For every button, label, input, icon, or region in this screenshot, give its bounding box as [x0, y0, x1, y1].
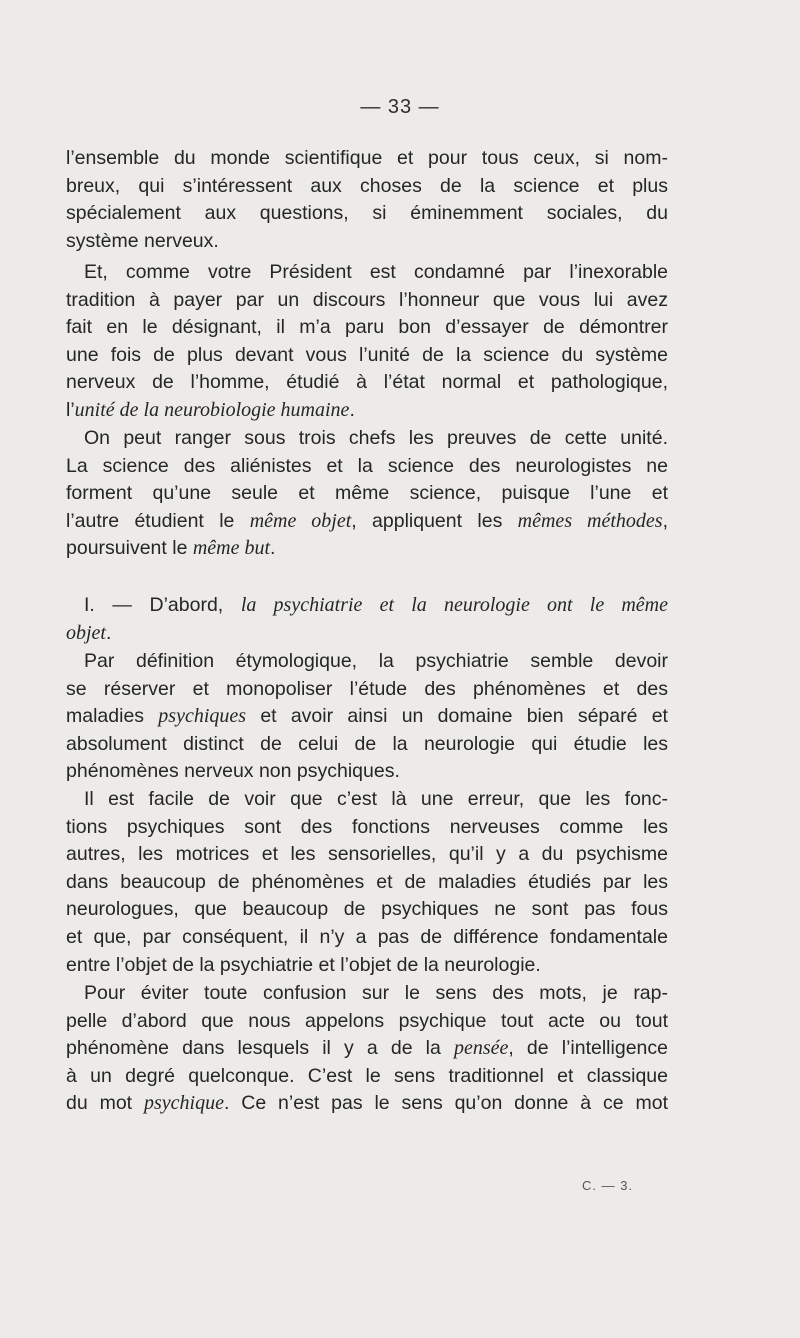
- italic-phrase: objet: [66, 621, 106, 644]
- text-line: phénomènes nerveux non psychiques.: [66, 760, 400, 783]
- italic-phrase: la psychiatrie et la neurologie ont le même: [240, 594, 669, 616]
- text-line: l’unité de la neurobiologie humaine.: [66, 398, 355, 421]
- paragraph-confusion: [66, 980, 668, 1118]
- text-line: On peut ranger sous trois chefs les preuves de cette unité.: [84, 427, 668, 449]
- text-line: nerveux de l’homme, étudié à l’état normal et pathologique,: [66, 371, 668, 394]
- text-line: neurologues, que beaucoup de psychiques ne sont pas fous: [66, 898, 668, 921]
- text-line: se réserver et monopoliser l’étude des phénomènes et des: [66, 677, 668, 700]
- text-line: tradition à payer par un discours l’honneur que vous lui avez: [66, 288, 668, 311]
- paragraph-president: [66, 259, 668, 425]
- text-line: Par définition étymologique, la psychiatrie semble devoir: [84, 650, 668, 672]
- text-line: du mot psychique. Ce n’est pas le sens qu’on donne à ce mot: [66, 1092, 668, 1115]
- text-line: objet.: [66, 621, 112, 644]
- paragraph-three-chiefs: [66, 425, 668, 563]
- page-number: — 33 —: [360, 96, 440, 118]
- italic-phrase: même but: [192, 537, 271, 560]
- paragraph-error: [66, 786, 668, 979]
- text-line: entre l’objet de la psychiatrie et l’objet de la neurologie.: [66, 953, 541, 976]
- text-line: Il est facile de voir que c’est là une erreur, que les fonc-: [84, 788, 668, 810]
- printer-signature-mark: C. — 3.: [582, 1178, 634, 1193]
- italic-phrase: pensée: [453, 1037, 509, 1060]
- text-line: pelle d’abord que nous appelons psychique tout acte ou tout: [66, 1009, 668, 1032]
- text-line: spécialement aux questions, si éminemment sociales, du: [66, 202, 668, 225]
- text-line: système nerveux.: [66, 229, 219, 252]
- text-line: absolument distinct de celui de la neurologie qui étudie les: [66, 732, 668, 755]
- text-line: La science des aliénistes et la science des neurologistes ne: [66, 454, 668, 477]
- text-line: Pour éviter toute confusion sur le sens des mots, je rap-: [84, 982, 668, 1004]
- paragraph-continuation: [66, 145, 668, 255]
- text-line: Et, comme votre Président est condamné par l’inexorable: [84, 261, 668, 283]
- text-line: maladies psychiques et avoir ainsi un domaine bien séparé et: [66, 705, 668, 728]
- text-line: dans beaucoup de phénomènes et de maladies étudiés par les: [66, 870, 668, 893]
- text-line: et que, par conséquent, il n’y a pas de différence fondamentale: [66, 925, 668, 948]
- text-line: à un degré quelconque. C’est le sens traditionnel et classique: [66, 1064, 668, 1087]
- text-line: autres, les motrices et les sensorielles, qu’il y a du psychisme: [66, 843, 668, 866]
- text-line: tions psychiques sont des fonctions nerveuses comme les: [66, 815, 668, 838]
- italic-phrase: psychique: [143, 1092, 224, 1115]
- text-line: breux, qui s’intéressent aux choses de la science et plus: [66, 174, 668, 197]
- text-line: forment qu’une seule et même science, puisque l’une et: [66, 482, 668, 505]
- text-line: l’ensemble du monde scientifique et pour tous ceux, si nom-: [66, 147, 668, 169]
- paragraph-definition: [66, 648, 668, 786]
- text-line: poursuivent le même but.: [66, 537, 276, 560]
- italic-phrase: même objet: [249, 509, 352, 532]
- italic-phrase: mêmes méthodes: [517, 509, 663, 532]
- text-line: phénomène dans lesquels il y a de la pensée, de l’intelligence: [66, 1037, 668, 1060]
- text-line: l’autre étudient le même objet, appliquent les mêmes méthodes,: [66, 509, 668, 532]
- text-line: fait en le désignant, il m’a paru bon d’essayer de démontrer: [66, 316, 668, 339]
- italic-phrase: psychiques: [158, 705, 247, 728]
- text-line: I. — D’abord, la psychiatrie et la neurologie ont le même: [84, 594, 669, 616]
- section-one-heading: [66, 592, 668, 647]
- italic-phrase: unité de la neurobiologie humaine: [74, 398, 350, 421]
- text-line: une fois de plus devant vous l’unité de la science du système: [66, 343, 668, 366]
